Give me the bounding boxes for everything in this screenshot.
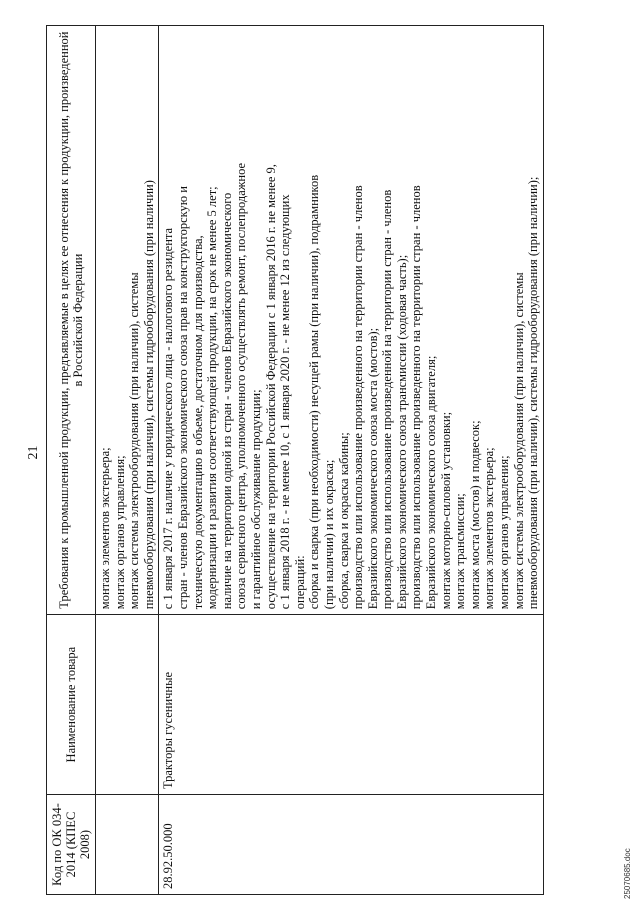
- requirement-line: производство или использование произведенного на территории стран - членов: [351, 185, 366, 610]
- requirement-line: наличие на территории одной из стран - членов Евразийского экономического: [219, 192, 234, 610]
- requirement-line: монтаж системы электрооборудования (при наличии), системы: [511, 272, 526, 610]
- requirement-line: осуществление на территории Российской Федерации с 1 января 2016 г. не менее 9,: [263, 164, 278, 610]
- requirement-line: монтаж трансмиссии;: [453, 493, 468, 610]
- requirement-line: (при наличии) и их окраска;: [321, 459, 336, 610]
- requirement-line: с 1 января 2017 г. наличие у юридического лица - налогового резидента: [161, 227, 176, 610]
- requirement-line: Евразийского экономического союза трансмиссии (ходовая часть);: [394, 254, 409, 610]
- requirement-line: монтаж моста (мостов) и подвесок;: [467, 420, 482, 610]
- requirement-line: с 1 января 2018 г. - не менее 10, с 1 января 2020 г. - не менее 12 из следующих: [278, 194, 293, 610]
- requirement-line: союза сервисного центра, уполномоченного осуществлять ремонт, послепродажное: [234, 162, 249, 610]
- cell-requirements: [96, 26, 159, 615]
- requirement-line: монтаж системы электрооборудования (при наличии), системы: [127, 272, 142, 610]
- header-product-name: Наименование товара: [47, 615, 96, 795]
- requirement-line: монтаж элементов экстерьера;: [98, 447, 112, 610]
- table-header-row: [47, 26, 96, 895]
- cell-code: [96, 795, 159, 895]
- requirement-line: монтаж органов управления;: [497, 455, 512, 610]
- table-row-continued: [96, 26, 159, 895]
- requirement-line: пневмооборудования (при наличии), системы гидрооборудования (при наличии);: [526, 176, 541, 610]
- file-name-note: 25070685.doc: [623, 848, 632, 899]
- requirement-line: пневмооборудования (при наличии), системы гидрооборудования (при наличии): [141, 180, 156, 610]
- requirement-line: Евразийского экономического союза двигателя;: [424, 355, 439, 610]
- cell-requirements: [159, 26, 543, 615]
- requirement-line: сборка, сварка и окраска кабины;: [336, 432, 351, 610]
- cell-product-name: [96, 615, 159, 795]
- requirement-line: производство или использование произведенной на территории стран - членов: [380, 189, 395, 610]
- page-number: 21: [26, 445, 41, 460]
- requirement-line: сборка и сварка (при необходимости) несущей рамы (при наличии), подрамников: [307, 174, 322, 610]
- requirement-line: операций:: [292, 555, 307, 610]
- requirement-line: стран - членов Евразийского экономического союза прав на конструкторскую и: [175, 186, 190, 610]
- requirement-line: монтаж органов управления;: [112, 455, 127, 610]
- requirement-line: техническую документацию в объеме, достаточном для производства,: [190, 235, 205, 610]
- cell-product-name: Тракторы гусеничные: [159, 615, 543, 795]
- requirement-line: монтаж элементов экстерьера;: [482, 447, 497, 610]
- cell-code: 28.92.50.000: [159, 795, 543, 895]
- requirement-line: модернизации и развития соответствующей продукции, на срок не менее 5 лет;: [205, 186, 220, 610]
- header-code: Код по ОК 034-2014 (КПЕС 2008): [47, 795, 96, 895]
- table-row: [159, 26, 543, 895]
- requirement-line: производство или использование произведенного на территории стран - членов: [409, 185, 424, 610]
- requirement-line: монтаж моторно-силовой установки;: [438, 411, 453, 610]
- header-requirements: Требования к промышленной продукции, предъявляемые в целях ее отнесения к продукции, произведенной в Российской Федерации: [47, 26, 96, 615]
- requirements-table: [46, 25, 544, 895]
- requirement-line: и гарантийное обслуживание продукции;: [248, 389, 263, 610]
- requirement-line: Евразийского экономического союза моста (мостов);: [365, 327, 380, 610]
